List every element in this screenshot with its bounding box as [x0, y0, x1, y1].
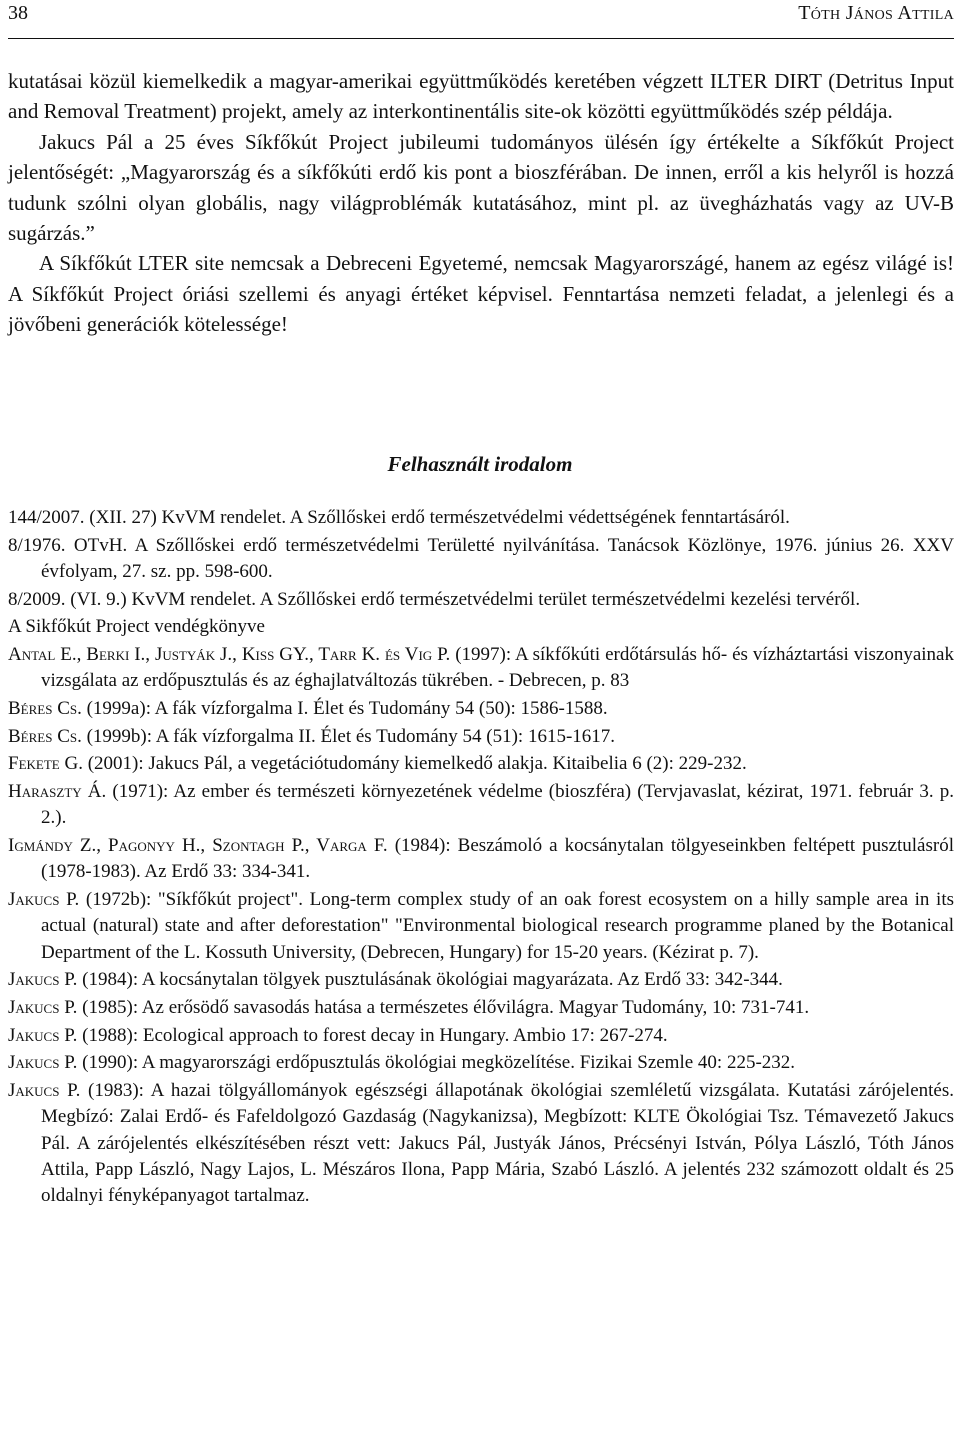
reference-text: 8/2009. (VI. 9.) KvVM rendelet. A Szőllőskei erdő természetvédelmi terület természetvédelmi kezelési tervéről. [8, 588, 861, 610]
reference-entry [8, 1050, 954, 1076]
reference-entry [8, 995, 954, 1021]
reference-authors: Jakucs P. [8, 1052, 78, 1074]
reference-entry [8, 724, 954, 750]
reference-text: (1971): Az ember és természeti környezetének védelme (bioszféra) (Tervjavaslat, kézirat, 1971. február 3. p. 2.). [41, 781, 954, 829]
reference-entry [8, 833, 954, 886]
reference-text: (1990): A magyarországi erdőpusztulás ökológiai megközelítése. Fizikai Szemle 40: 225-232. [77, 1052, 796, 1074]
page-number: 38 [8, 2, 28, 24]
page-header [8, 0, 954, 32]
paragraph: A Síkfőkút LTER site nemcsak a Debreceni Egyetemé, nemcsak Magyarországé, hanem az egész világé is! A Síkfőkút Project óriási szellemi és anyagi értéket képvisel. Fenntartása nemzeti feladat, a jelenlegi és a jövőbeni generációk kötelessége! [8, 251, 954, 337]
reference-entry [8, 533, 954, 586]
reference-list [8, 505, 954, 1211]
reference-entry [8, 642, 954, 695]
reference-entry [8, 1023, 954, 1049]
reference-entry [8, 696, 954, 722]
reference-text: (1999b): A fák vízforgalma II. Élet és Tudomány 54 (51): 1615-1617. [81, 725, 616, 747]
reference-authors: Antal E., Berki I., Justyák J., Kiss GY., Tarr K. és Vig P. [8, 644, 451, 666]
reference-authors: Haraszty Á. [8, 781, 107, 803]
reference-entry [8, 887, 954, 966]
reference-text: (1984): A kocsánytalan tölgyek pusztulásának ökológiai magyarázata. Az Erdő 33: 342-344. [77, 969, 783, 991]
reference-authors: Béres Cs. [8, 698, 82, 720]
reference-authors: Jakucs P. [8, 997, 78, 1019]
reference-text: (1984): Beszámoló a kocsánytalan tölgyeseinkben feltépett pusztulásról (1978-1983). Az Erdő 33: 334-341. [41, 835, 954, 883]
reference-entry [8, 1078, 954, 1209]
references-heading: Felhasznált irodalom [387, 452, 573, 476]
reference-entry [8, 751, 954, 777]
reference-authors: Fekete G. [8, 753, 83, 775]
reference-authors: Jakucs P. [8, 969, 78, 991]
reference-text: (1988): Ecological approach to forest decay in Hungary. Ambio 17: 267-274. [77, 1024, 668, 1046]
reference-text: (2001): Jakucs Pál, a vegetációtudomány kiemelkedő alakja. Kitaibelia 6 (2): 229-232. [82, 753, 747, 775]
reference-text: (1972b): "Síkfőkút project". Long-term complex study of an oak forest ecosystem on a hilly sample area in its actual (natural) state and after deforestation" "Environmental biological research programme planed by the Botanical Department of the L. Kossuth University, (Debrecen, Hungary) for 15-20 years. (Kézirat p. 7). [41, 889, 954, 963]
reference-entry [8, 967, 954, 993]
reference-entry [8, 614, 954, 640]
reference-entry [8, 587, 954, 613]
reference-entry [8, 505, 954, 531]
reference-authors: Jakucs P. [8, 1024, 78, 1046]
reference-text: 8/1976. OTvH. A Szőllőskei erdő természetvédelmi Területté nyilvánítása. Tanácsok Közlönye, 1976. június 26. XXV évfolyam, 27. sz. pp. 598-600. [8, 534, 954, 582]
reference-text: A Sikfőkút Project vendégkönyve [8, 616, 265, 638]
reference-authors: Béres Cs. [8, 725, 82, 747]
reference-text: (1983): A hazai tölgyállományok egészségi állapotának ökológiai szemléletű vizsgálata. Kutatási zárójelentés. Megbízó: Zalai Erdő- és Fafeldolgozó Gazdaság (Nagykanizsa), Megbízott: KLTE Ökológiai Tsz. Témavezető Jakucs Pál. A zárójelentés elkészítésében részt vett: Jakucs Pál, Justyák János, Précsényi István, Pólya László, Tóth János Attila, Papp László, Nagy Lajos, L. Mészáros Ilona, Papp Mária, Szabó László. A jelentés 232 számozott oldalt és 25 oldalnyi fényképanyagot tartalmaz. [41, 1080, 954, 1207]
header-rule [8, 38, 954, 39]
reference-authors: Jakucs P. [8, 889, 80, 911]
reference-text: 144/2007. (XII. 27) KvVM rendelet. A Szőllőskei erdő természetvédelmi védettségének fenntartásáról. [8, 507, 790, 528]
reference-authors: Jakucs P. [8, 1080, 81, 1102]
running-head: Tóth János Attila [798, 2, 954, 24]
reference-text: (1999a): A fák vízforgalma I. Élet és Tudomány 54 (50): 1586-1588. [81, 698, 608, 720]
reference-authors: Igmándy Z., Pagonyy H., Szontagh P., Varga F. [8, 835, 388, 857]
body-text [8, 66, 954, 340]
reference-text: (1985): Az erősödő savasodás hatása a természetes élővilágra. Magyar Tudomány, 10: 731-741. [77, 997, 810, 1019]
reference-entry [8, 779, 954, 832]
paragraph: Jakucs Pál a 25 éves Síkfőkút Project jubileumi tudományos ülésén így értékelte a Síkfőkút Project jelentőségét: „Magyarország és a síkfőkúti erdő kis pont a bioszférában. De innen, erről a kis helyről is hozzá tudunk szólni olyan globális, nagy világproblémák kutatásához, mint pl. az üvegházhatás vagy az UV-B sugárzás.” [8, 129, 954, 246]
reference-text: (1997): A síkfőkúti erdőtársulás hő- és vízháztartási viszonyainak vizsgálata az erdőpusztulás és az éghajlatváltozás tükrében. - Debrecen, p. 83 [41, 644, 954, 692]
paragraph: kutatásai közül kiemelkedik a magyar-amerikai együttműködés keretében végzett ILTER DIRT (Detritus Input and Removal Treatment) projekt, amely az interkontinentális site-ok közötti együttműködés szép példája. [8, 69, 954, 124]
